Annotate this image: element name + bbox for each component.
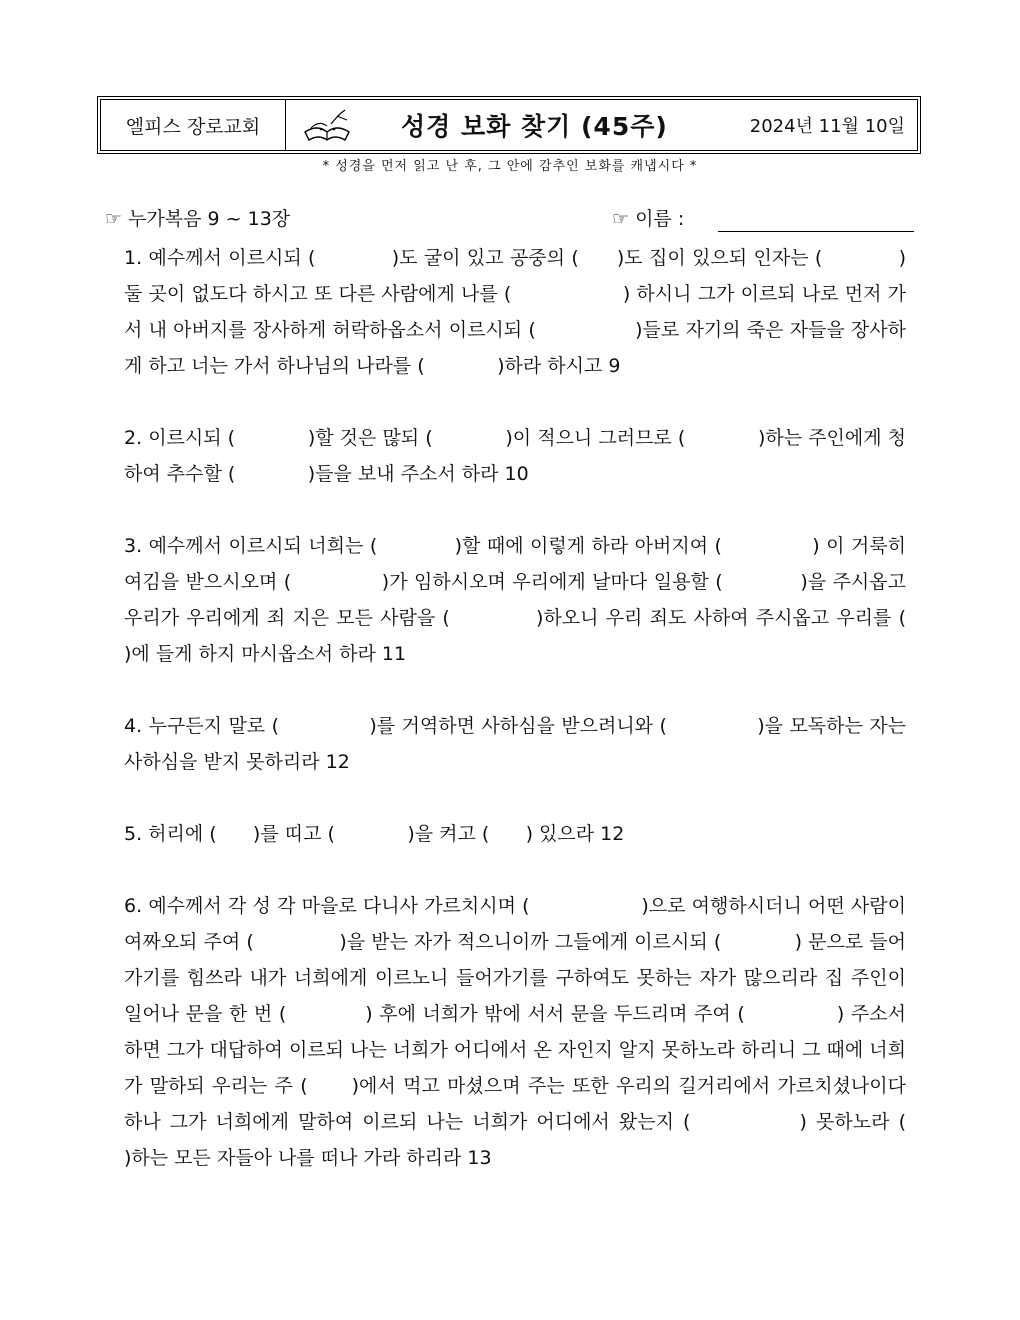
name-field[interactable] xyxy=(612,204,914,231)
date-label: 2024년 11월 10일 xyxy=(749,116,905,137)
notice-text: * 성경을 먼저 읽고 난 후, 그 안에 감추인 보화를 캐냅시다 * xyxy=(322,159,698,174)
question-5: 5. 허리에 ( )를 띠고 ( )을 켜고 ( ) 있으라 12 xyxy=(124,823,625,845)
question-4: 4. 누구든지 말로 ( )를 거역하면 사하심을 받으려니와 ( )을 모독하는 자는 사하심을 받지 못하리라 12 xyxy=(124,715,913,773)
passage-label: ☞ 누가복음 9 ~ 13장 xyxy=(105,208,291,230)
question-list xyxy=(124,240,991,1212)
header-box xyxy=(97,96,921,154)
question-2: 2. 이르시되 ( )할 것은 많되 ( )이 적으니 그러므로 ( )하는 주인에게 청하여 추수할 ( )들을 보내 주소서 하라 10 xyxy=(124,427,906,485)
name-underline xyxy=(718,231,914,232)
name-label: ☞ 이름 : xyxy=(612,208,685,230)
question-6: 6. 예수께서 각 성 각 마을로 다니사 가르치시며 ( )으로 여행하시더니 어떤 사람이 여짜오되 주여 ( )을 받는 자가 적으니이까 그들에게 이르시되 ( ) 문으로 들어가기를 힘쓰라 내가 너희에게 이르노니 들어가기를 구하여도 못하는 자가 많으리라 집 주인이 일어나 문을 한 번 ( ) 후에 너희가 밖에 서서 문을 두드리며 주여 ( ) 주소서 하면 그가 대답하여 이르되 나는 너희가 어디에서 온 자인지 알지 못하노라 하리니 그 때에 너희가 말하되 우리는 주 ( )에서 먹고 마셨으며 주는 또한 우리의 길거리에서 가르치셨나이다 하나 그가 너희에게 말하여 이르되 나는 너희가 어디에서 왔는지 ( ) 못하노라 ( )하는 모든 자들아 나를 떠나 가라 하리라 13 xyxy=(124,895,979,1169)
question-1: 1. 예수께서 이르시되 ( )도 굴이 있고 공중의 ( )도 집이 있으되 인자는 ( ) 둘 곳이 없도다 하시고 또 다른 사람에게 나를 ( ) 하시니 그가 이르되 나로 먼저 가서 내 아버지를 장사하게 허락하옵소서 이르시되 ( )들로 자기의 죽은 자들을 장사하게 하고 너는 가서 하나님의 나라를 ( )하라 하시고 9 xyxy=(124,247,913,377)
question-3: 3. 예수께서 이르시되 너희는 ( )할 때에 이렇게 하라 아버지여 ( ) 이 거룩히 여김을 받으시오며 ( )가 임하시오며 우리에게 날마다 일용할 ( )을 주시옵고 우리가 우리에게 죄 지은 모든 사람을 ( )하오니 우리 죄도 사하여 주시옵고 우리를 ( )에 들게 하지 마시옵소서 하라 11 xyxy=(124,535,991,665)
book-icon xyxy=(301,106,353,146)
header-inner xyxy=(100,99,918,151)
page-title: 성경 보화 찾기 (45주) xyxy=(401,112,668,141)
church-name: 엘피스 장로교회 xyxy=(101,100,286,150)
